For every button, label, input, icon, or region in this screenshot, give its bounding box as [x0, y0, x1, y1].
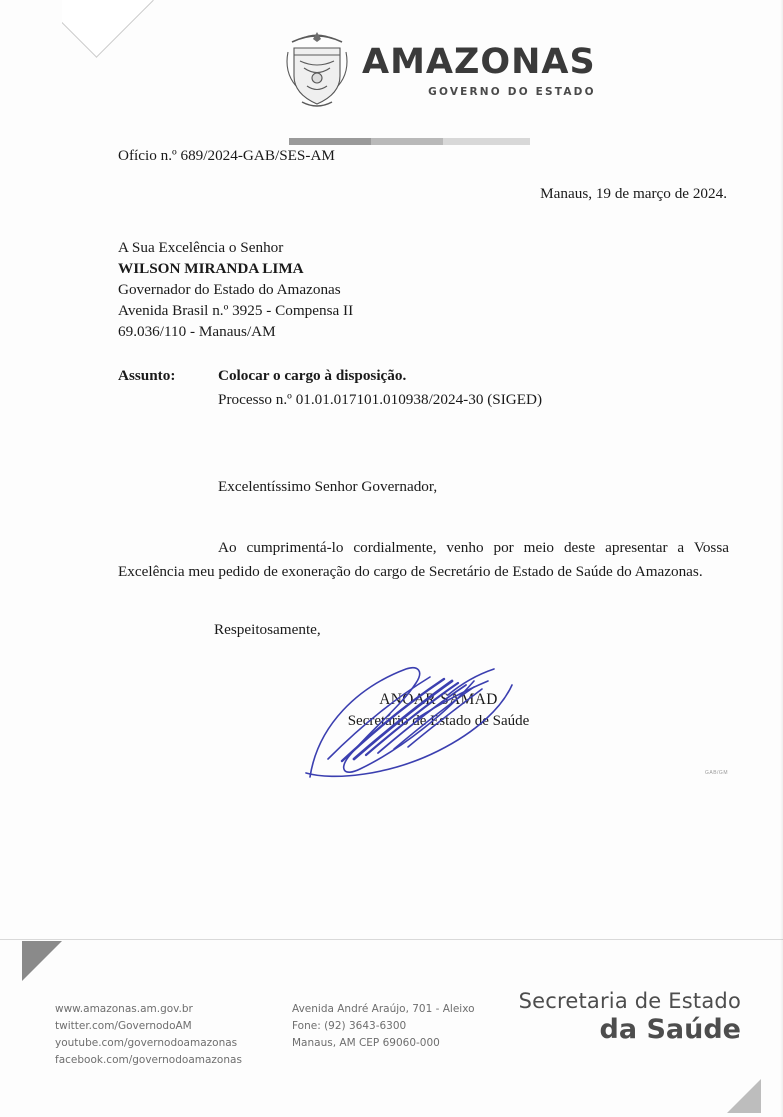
subject-process-number: Processo n.º 01.01.017101.010938/2024-30 (SIGED) [218, 390, 543, 408]
brand-subtitle: GOVERNO DO ESTADO [428, 85, 596, 98]
footer-link-facebook[interactable]: facebook.com/governodoamazonas [55, 1054, 242, 1066]
footer-address [292, 1001, 475, 1052]
footer-link-youtube[interactable]: youtube.com/governodoamazonas [55, 1037, 238, 1049]
amazonas-coat-of-arms-icon [282, 30, 352, 108]
footer-left-triangle-icon [22, 941, 62, 981]
government-brand [282, 30, 596, 108]
brand-text [362, 41, 596, 98]
place-and-date: Manaus, 19 de março de 2024. [540, 184, 727, 202]
letterhead-footer [0, 917, 783, 1117]
subject-text: Colocar o cargo à disposição. [218, 367, 407, 384]
signature-name-text: ANOAR SAMAD [379, 690, 498, 708]
footer-address-street: Avenida André Araújo, 701 - Aleixo [292, 1003, 475, 1015]
addressee-postal: 69.036/110 - Manaus/AM [118, 323, 276, 341]
footer-divider [0, 939, 783, 940]
addressee-block [118, 238, 729, 343]
subject-block [118, 365, 729, 410]
footer-links [55, 1001, 242, 1069]
letter-body [118, 145, 729, 809]
addressee-street: Avenida Brasil n.º 3925 - Compensa II [118, 302, 354, 320]
footer-address-city: Manaus, AM CEP 69060-000 [292, 1037, 440, 1049]
addressee-title: Governador do Estado do Amazonas [118, 281, 341, 299]
secretariat-brand-line2: da Saúde [599, 1014, 741, 1045]
signature-name [118, 689, 729, 711]
secretariat-brand-line1: Secretaria de Estado [518, 989, 741, 1013]
brand-title: AMAZONAS [362, 41, 596, 82]
secretariat-brand [519, 989, 741, 1045]
header-divider-bar [289, 138, 530, 145]
closing: Respeitosamente, [214, 620, 321, 638]
subject-content [218, 365, 729, 410]
salutation: Excelentíssimo Senhor Governador, [218, 478, 438, 496]
footer-right-triangle-icon [727, 1079, 761, 1113]
footer-link-website[interactable]: www.amazonas.am.gov.br [55, 1003, 193, 1015]
subject-label: Assunto: [118, 367, 176, 384]
footer-address-phone: Fone: (92) 3643-6300 [292, 1020, 407, 1032]
oficio-number: Ofício n.º 689/2024-GAB/SES-AM [118, 147, 335, 164]
margin-mark: GAB/GM [704, 770, 728, 776]
letterhead [0, 18, 783, 138]
footer-link-twitter[interactable]: twitter.com/GovernodoAM [55, 1020, 192, 1032]
signature-block [118, 689, 729, 809]
signature-role: Secretário de Estado de Saúde [347, 713, 530, 730]
addressee-line-1: A Sua Excelência o Senhor [118, 239, 284, 257]
body-paragraph: Ao cumprimentá-lo cordialmente, venho por meio deste apresentar a Vossa Excelência meu pedido de exoneração do cargo de Secretário de Estado de Saúde do Amazonas. [118, 538, 729, 581]
addressee-name: WILSON MIRANDA LIMA [118, 260, 304, 278]
